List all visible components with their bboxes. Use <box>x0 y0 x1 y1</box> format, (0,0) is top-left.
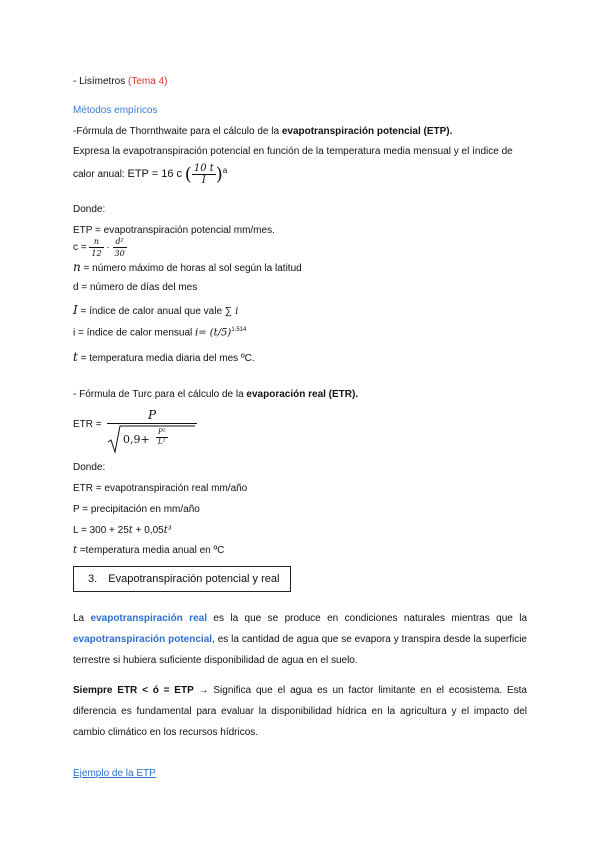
c-lhs: c = <box>73 242 87 254</box>
thornthwaite-intro-bold: evapotranspiración potencial (ETP). <box>281 126 453 137</box>
thornthwaite-intro <box>73 126 452 137</box>
section-number: 3. <box>88 573 98 585</box>
lisimetros-text: - Lisímetros <box>73 76 126 87</box>
inner-den: L² <box>158 438 166 446</box>
thornthwaite-formula-line <box>73 163 227 186</box>
keyword-etp: evapotranspiración potencial <box>73 634 213 645</box>
tema-reference: (Tema 4) <box>128 76 168 87</box>
para1-text-1: La <box>73 613 85 624</box>
t-def-annual-text: =temperatura media anual en ºC <box>77 545 225 556</box>
etp-formula-lhs: ETP = 16 c <box>127 168 183 181</box>
l-mid: + 0,05 <box>132 525 164 536</box>
c-formula-line <box>73 236 127 259</box>
t-definition-annual <box>73 545 224 556</box>
l-t3: t³ <box>163 525 172 536</box>
i-def-text: i = índice de calor mensual <box>73 327 196 339</box>
c-frac-30: 30 <box>114 249 125 258</box>
donde-label-2: Donde: <box>73 462 106 473</box>
siempre-rest: → Significa que el agua es un factor limitante en el ecosistema. Esta diferencia es fundamental para evaluar la disponibilidad hídrica en la agricultura y el impacto del cambio climático en los recursos hídricos. <box>73 685 527 738</box>
inner-num: P² <box>158 428 166 436</box>
etr-sqrt <box>107 424 197 454</box>
sqrt-sign-icon <box>107 424 197 454</box>
turc-intro-text: - Fórmula de Turc para el cálculo de la <box>73 389 244 400</box>
n-definition <box>73 260 302 274</box>
I-def-i: i <box>231 306 239 317</box>
etr-fraction <box>107 408 197 454</box>
c-frac-n: n <box>89 236 103 248</box>
t-symbol-annual: t <box>73 545 78 556</box>
etr-definition: ETR = evapotranspiración real mm/año <box>73 483 248 494</box>
n-def-text: = número máximo de horas al sol según la latitud <box>80 263 302 274</box>
thornthwaite-intro-text: -Fórmula de Thornthwaite para el cálculo de la <box>73 126 280 137</box>
turc-intro-bold: evaporación real (ETR). <box>246 389 359 400</box>
etp-exponent: a <box>222 165 228 175</box>
turc-intro <box>73 389 358 400</box>
paragraph-siempre <box>73 680 527 743</box>
n-symbol: n <box>73 260 81 274</box>
etp-definition: ETP = evapotranspiración potencial mm/mes. <box>73 225 275 236</box>
metodos-empiricos-heading: Métodos empíricos <box>73 105 158 116</box>
I-definition <box>73 303 238 317</box>
calor-anual-text: calor anual: <box>73 169 125 181</box>
d-definition: d = número de días del mes <box>73 282 198 293</box>
c-frac-d2: d² <box>113 236 127 248</box>
c-frac-n12 <box>89 236 103 259</box>
c-frac-d30 <box>113 236 127 259</box>
para1-text-2: es la que se produce en condiciones naturales mientras que la <box>213 613 528 624</box>
paren-open: ( <box>184 164 192 185</box>
section-3-heading <box>73 566 291 592</box>
t-def-text: = temperatura media diaria del mes ºC. <box>77 353 255 364</box>
siempre-bold: Siempre ETR < ó = ETP <box>73 685 194 696</box>
l-t: t <box>128 525 133 536</box>
paren-close: ) <box>215 164 223 185</box>
etp-frac-num: 10 t <box>193 163 214 174</box>
I-symbol: I <box>73 303 78 317</box>
l-def-prefix: L = 300 + 25 <box>73 525 129 536</box>
donde-label-1: Donde: <box>73 204 106 215</box>
t-symbol: t <box>73 350 78 364</box>
c-dot: · <box>106 242 110 254</box>
t-definition-monthly <box>73 350 255 364</box>
i-definition <box>73 327 246 338</box>
etp-frac-den: I <box>201 175 206 186</box>
ejemplo-etp-link[interactable]: Ejemplo de la ETP <box>73 768 156 779</box>
etp-fraction <box>192 163 216 186</box>
para1-text-3: , es la cantidad de agua que se evapora y transpira desde la superficie terrestre si hubiera suficiente disponibilidad de agua en el suelo. <box>73 634 527 666</box>
keyword-etr: evapotranspiración real <box>90 613 207 624</box>
l-definition <box>73 525 172 536</box>
etr-formula-lhs: ETR = <box>73 419 102 430</box>
I-def-text: = índice de calor anual que vale ∑ <box>77 306 232 317</box>
i-formula: i= (t/5) <box>195 327 232 339</box>
inner-fraction <box>156 428 168 447</box>
paragraph-etr-etp <box>73 608 527 671</box>
lisimetros-line <box>73 76 167 87</box>
section-title: Evapotranspiración potencial y real <box>108 573 280 585</box>
c-frac-12: 12 <box>91 249 102 258</box>
thornthwaite-desc-line1: Expresa la evapotranspiración potencial en función de la temperatura media mensual y el índice de <box>73 146 513 157</box>
i-exponent: 1.514 <box>231 327 247 333</box>
p-definition: P = precipitación en mm/año <box>73 504 200 515</box>
sqrt-body: 0,9+ <box>123 433 150 446</box>
etr-frac-num: P <box>147 408 157 422</box>
